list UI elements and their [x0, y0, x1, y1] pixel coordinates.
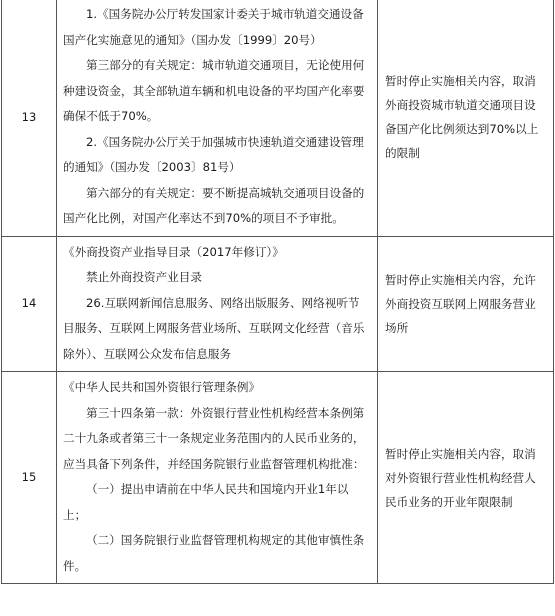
table-row: [2, 236, 554, 372]
row-number: 13: [2, 0, 57, 236]
row-number: 15: [2, 372, 57, 584]
row-number: 14: [2, 236, 57, 372]
provision-paragraph: 《中华人民共和国外资银行管理条例》: [63, 380, 261, 394]
provisions-cell: [57, 372, 378, 584]
action-cell: 暂时停止实施相关内容，取消对外资银行营业性机构经营人民币业务的开业年限限制: [378, 372, 554, 584]
provision-paragraph: （一）提出申请前在中华人民共和国境内开业1年以上；: [63, 482, 349, 522]
provision-paragraph: 第六部分的有关规定：要不断提高城轨交通项目设备的国产化比例，对国产化率达不到70%的项目不予审批。: [63, 185, 365, 225]
provisions-cell: [57, 0, 378, 236]
action-cell: 暂时停止实施相关内容，允许外商投资互联网上网服务营业场所: [378, 236, 554, 372]
provision-paragraph: 第三部分的有关规定：城市轨道交通项目，无论使用何种建设资金，其全部轨道车辆和机电设备的平均国产化率要确保不低于70%。: [63, 58, 365, 123]
action-cell: 暂时停止实施相关内容，取消外商投资城市轨道交通项目设备国产化比例须达到70%以上的限制: [378, 0, 554, 236]
table-row: [2, 372, 554, 584]
provision-paragraph: 26.互联网新闻信息服务、网络出版服务、网络视听节目服务、互联网上网服务营业场所、互联网文化经营（音乐除外）、互联网公众发布信息服务: [63, 295, 365, 361]
provision-paragraph: 《外商投资产业指导目录（2017年修订）》: [63, 244, 284, 259]
provision-paragraph: （二）国务院银行业监督管理机构规定的其他审慎性条件。: [63, 533, 365, 573]
provision-paragraph: 2.《国务院办公厅关于加强城市快速轨道交通建设管理的通知》（国办发〔2003〕81号）: [63, 134, 364, 174]
provision-paragraph: 禁止外商投资产业目录: [86, 270, 202, 284]
provisions-cell: [57, 236, 378, 372]
table-row: [2, 0, 554, 236]
provision-paragraph: 1.《国务院办公厅转发国家计委关于城市轨道交通设备国产化实施意见的通知》（国办发〔1999〕20号）: [63, 7, 364, 47]
regulation-table: [1, 0, 554, 584]
provision-paragraph: 第三十四条第一款：外资银行营业性机构经营本条例第二十九条或者第三十一条规定业务范围内的人民币业务的，应当具备下列条件，并经国务院银行业监督管理机构批准：: [63, 405, 365, 471]
